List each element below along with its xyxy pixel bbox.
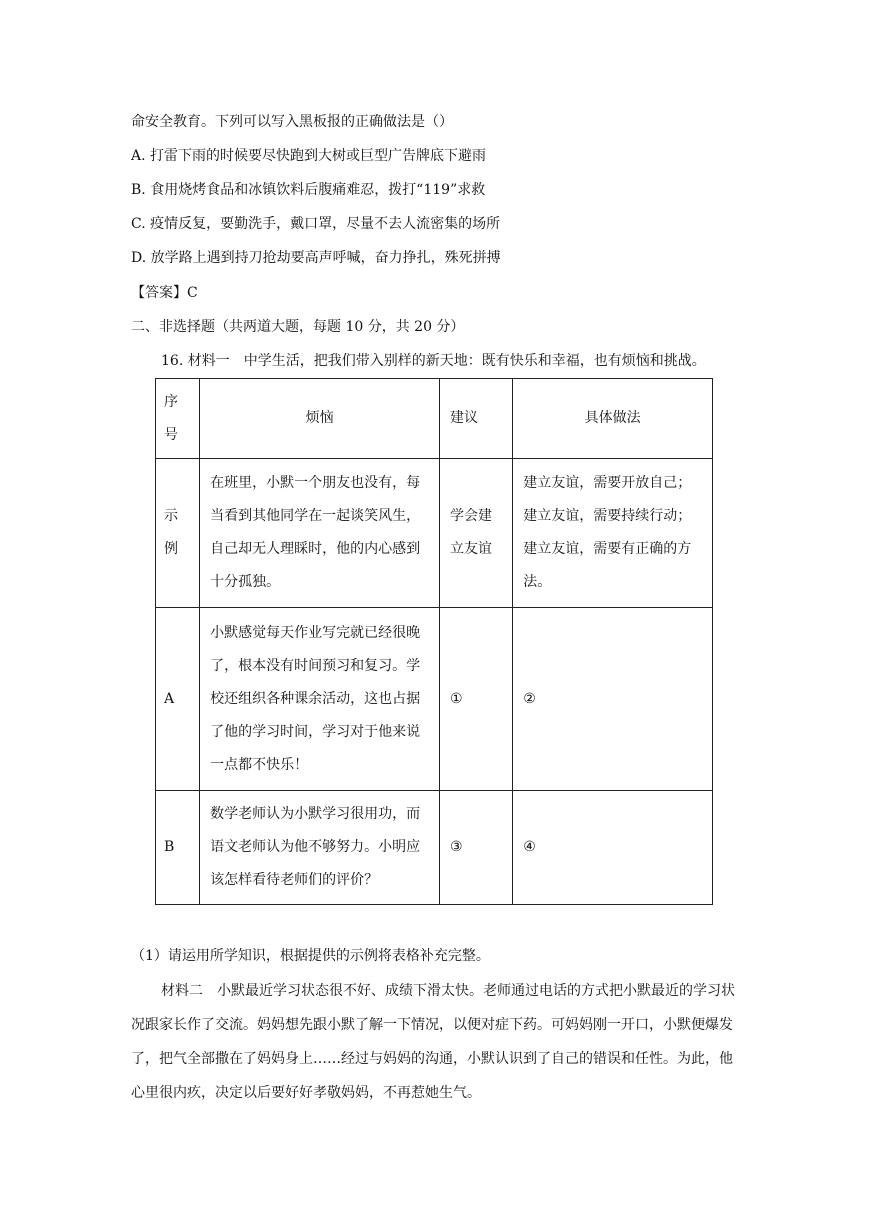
header-practice: 具体做法	[513, 379, 713, 459]
header-index: 序号	[156, 379, 200, 459]
section-heading: 二、非选择题（共两道大题，每题 10 分，共 20 分）	[131, 319, 465, 335]
question-16-intro: 16. 材料一 中学生活，把我们带入别样的新天地：既有快乐和幸福，也有烦恼和挑战。	[161, 353, 706, 369]
row-advice: 学会建立友谊	[440, 459, 513, 608]
row-trouble: 数学老师认为小默学习很用功，而语文老师认为他不够努力。小明应该怎样看待老师们的评价？	[200, 791, 440, 905]
row-advice: ③	[440, 791, 513, 905]
table-header-row	[156, 379, 713, 459]
option-a: A. 打雷下雨的时候要尽快跑到大树或巨型广告牌底下避雨	[131, 148, 487, 164]
row-id: 示例	[156, 459, 200, 608]
table-row	[156, 608, 713, 791]
header-advice: 建议	[440, 379, 513, 459]
answer-label: 【答案】C	[131, 285, 198, 301]
header-trouble: 烦恼	[200, 379, 440, 459]
row-id: B	[156, 791, 200, 905]
material-two-paragraph: 材料二 小默最近学习状态很不好、成绩下滑太快。老师通过电话的方式把小默最近的学习状况跟家长作了交流。妈妈想先跟小默了解一下情况，以便对症下药。可妈妈刚一开口，小默便爆发了，把气全部撒在了妈妈身上……经过与妈妈的沟通，小默认识到了自己的错误和任性。为此，他心里很内疚，决定以后要好好孝敬妈妈，不再惹她生气。	[131, 983, 735, 1101]
row-practice: ④	[513, 791, 713, 905]
option-d: D. 放学路上遇到持刀抢劫要高声呼喊，奋力挣扎，殊死拼搏	[131, 250, 501, 266]
table-row	[156, 459, 713, 608]
row-trouble: 在班里，小默一个朋友也没有，每当看到其他同学在一起谈笑风生，自己却无人理睬时，他的内心感到十分孤独。	[200, 459, 440, 608]
question-tail: 命安全教育。下列可以写入黑板报的正确做法是（）	[131, 114, 453, 130]
row-practice: 建立友谊，需要开放自己；建立友谊，需要持续行动；建立友谊，需要有正确的方法。	[513, 459, 713, 608]
row-id: A	[156, 608, 200, 791]
row-practice: ②	[513, 608, 713, 791]
question-16-part-1: （1）请运用所学知识，根据提供的示例将表格补充完整。	[131, 948, 490, 964]
troubles-table	[155, 378, 713, 905]
row-advice: ①	[440, 608, 513, 791]
row-trouble: 小默感觉每天作业写完就已经很晚了，根本没有时间预习和复习。学校还组织各种课余活动，这也占据了他的学习时间，学习对于他来说一点都不快乐！	[200, 608, 440, 791]
option-b: B. 食用烧烤食品和冰镇饮料后腹痛难忍，拨打“119”求救	[131, 182, 486, 198]
option-c: C. 疫情反复，要勤洗手，戴口罩，尽量不去人流密集的场所	[131, 216, 501, 232]
table-row	[156, 791, 713, 905]
